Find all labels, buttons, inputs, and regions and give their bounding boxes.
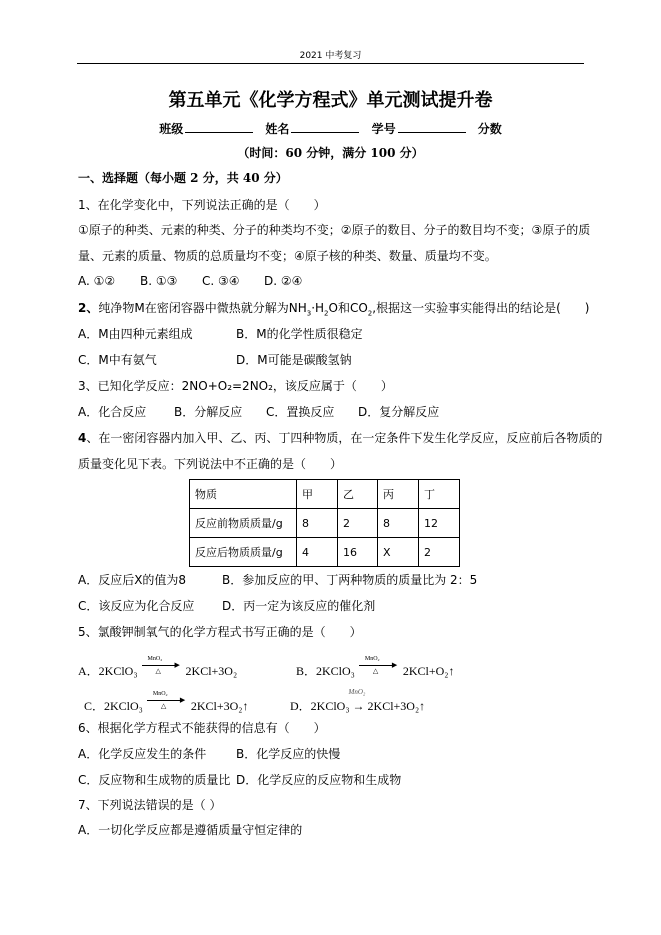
q6-options xyxy=(78,772,401,788)
q4-stem: 质量变化见下表。下列说法中不正确的是（ ） xyxy=(78,457,343,471)
option: B．M的化学性质很稳定 xyxy=(236,327,363,341)
q5-option-d: D．2KClO₃ MnO₂ → 2KCl+3O₂↑ xyxy=(290,688,426,713)
option: C．置换反应 xyxy=(266,405,335,419)
q7-stem: 7、下列说法错误的是（ ） xyxy=(78,798,222,812)
q5-option-c: C．2KClO₃ MnO₂ ▶ △ 2KCl+3O₂↑ xyxy=(84,691,249,713)
q1-stem: 1、在化学变化中，下列说法正确的是（ ） xyxy=(78,198,326,212)
time-note: （时间：60 分钟，满分 100 分） xyxy=(237,146,424,160)
q4-stem: 4、在一密闭容器内加入甲、乙、丙、丁四种物质，在一定条件下发生化学反应，反应前后各物质的 xyxy=(78,431,603,445)
option: A．M由四种元素组成 xyxy=(78,327,193,341)
option: B．分解反应 xyxy=(174,405,243,419)
q6-stem: 6、根据化学方程式不能获得的信息有（ ） xyxy=(78,721,326,735)
option: C. ③④ xyxy=(202,274,240,288)
option: B．参加反应的甲、丁两种物质的质量比为 2：5 xyxy=(222,573,478,587)
number-blank[interactable] xyxy=(398,120,466,133)
student-info xyxy=(0,120,661,137)
option: D. ②④ xyxy=(264,274,303,288)
q4-options xyxy=(78,572,477,588)
q6-options xyxy=(78,746,340,762)
number-label: 学号 xyxy=(371,122,396,136)
option: C．反应物和生成物的质量比 xyxy=(78,773,231,787)
q4-options xyxy=(78,598,375,614)
q5-option-b: B．2KClO₃ MnO₂ ▶ △ 2KCl+O₂↑ xyxy=(296,656,455,678)
class-blank[interactable] xyxy=(185,120,253,133)
option: A. ①② xyxy=(78,274,116,288)
option: C．该反应为化合反应 xyxy=(78,599,195,613)
q2-stem: 2、纯净物M在密闭容器中微热就分解为$NH_3\cdot H_2O$和$CO_2$,根据这一实验事实能得出的结论是( ) xyxy=(78,301,590,318)
name-label: 姓名 xyxy=(265,122,290,136)
q1-statement: 量、元素的质量、物质的总质量均不变；④原子核的种类、数量、质量均不变。 xyxy=(78,249,497,263)
option: D．M可能是碳酸氢钠 xyxy=(236,353,352,367)
q3-stem: 3、已知化学反应：2NO+O₂=2NO₂，该反应属于（ ） xyxy=(78,379,393,393)
page-title: 第五单元《化学方程式》单元测试提升卷 xyxy=(168,90,493,111)
q2-options xyxy=(78,326,363,342)
option: D．化学反应的反应物和生成物 xyxy=(236,773,402,787)
q1-options xyxy=(78,273,302,289)
q5-option-a: A．2KClO₃ MnO₂ ▶ △ 2KCl+3O₂ xyxy=(78,656,238,678)
option: A．化合反应 xyxy=(78,405,147,419)
name-blank[interactable] xyxy=(291,120,359,133)
class-label: 班级 xyxy=(159,122,184,136)
q3-options xyxy=(78,404,439,420)
q5-stem: 5、氯酸钾制氧气的化学方程式书写正确的是（ ） xyxy=(78,625,362,639)
option: B．化学反应的快慢 xyxy=(236,747,341,761)
q2-options xyxy=(78,352,352,368)
table-row: 反应后物质质量/g 4 16 X 2 xyxy=(190,538,460,567)
q7-option: A．一切化学反应都是遵循质量守恒定律的 xyxy=(78,823,303,837)
table-row: 反应前物质质量/g 8 2 8 12 xyxy=(190,509,460,538)
option: D．丙一定为该反应的催化剂 xyxy=(222,599,376,613)
score-label: 分数 xyxy=(477,122,502,136)
section-heading: 一、选择题（每小题 2 分，共 40 分） xyxy=(78,171,288,185)
page-header: 2021 中考复习 xyxy=(299,51,362,61)
q4-table xyxy=(189,479,460,567)
option: A．反应后X的值为8 xyxy=(78,573,187,587)
option: B. ①③ xyxy=(140,274,178,288)
option: C．M中有氨气 xyxy=(78,353,157,367)
table-header-row: 物质 甲 乙 丙 丁 xyxy=(190,480,460,509)
header-rule xyxy=(77,63,584,64)
q1-statement: ①原子的种类、元素的种类、分子的种类均不变；②原子的数目、分子的数目均不变；③原子的质 xyxy=(78,223,591,237)
option: A．化学反应发生的条件 xyxy=(78,747,207,761)
option: D．复分解反应 xyxy=(358,405,440,419)
